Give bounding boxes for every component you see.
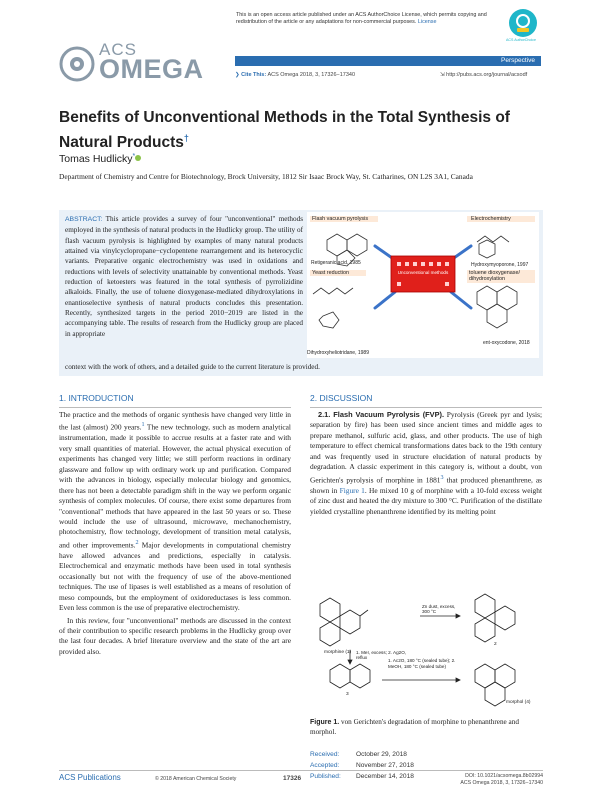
page-number: 17326 <box>283 775 302 782</box>
doi-link[interactable]: DOI: 10.1021/acsomega.8b02994 <box>465 773 543 779</box>
author-name[interactable]: Tomas Hudlicky <box>59 153 133 165</box>
intro-paragraph-1: The practice and the methods of organic synthesis have changed very little in the last (almost) 200 years.$^1$ The new technology, such as modern analytical instrumentation, made it possible to accrue results at a faster rate and with very small quantities of material. However, the actual physical execution of experiments has changed very little; we still perform reactions in ordinary glassware and follow up with ordinary work up and purification. Compared with the advances in biology, especially molecular biology and genomics, there has not been a detectable paradigm shift in the way we perform organic synthesis of complex molecules. Of course, there exist some departures from "conventional" methods that have appeared in the last 50 years or so. These would include the use of ultrasound, microwave, mechanochemistry, photochemistry, flow technology, development of transition metal catalysis, and other improvements.$^2$ Major developments in computational chemistry have allowed advances and predictions, especially in catalysis. Electrochemical and enzymatic methods have been used in total synthesis occasionally but not with the frequency of use of the above-mentioned techniques. The use of lipases is well established as a means of resolution of meso compounds, but the employment of oxidoreductases is less common. Even less common is the use of preparative electrochemistry. <box>59 410 291 613</box>
toc-caption-retigeranic: Retigeranic acid, 1985 <box>311 260 361 266</box>
acs-authorchoice-badge-icon <box>508 8 538 38</box>
cond-mei: 1. MeI, excess; 2. Ag2O, reflux <box>356 650 407 660</box>
toc-label-tdo: toluene dioxygenase/ dihydroxylation <box>469 270 520 283</box>
figure-1-link[interactable]: Figure 1 <box>339 485 365 495</box>
discussion-rule <box>310 407 542 408</box>
logo-acs-text: ACS <box>99 40 137 59</box>
intro-rule <box>59 407 291 408</box>
link-icon: ⇲ <box>440 72 445 78</box>
license-link[interactable]: License <box>417 19 437 25</box>
discussion-body <box>310 410 542 517</box>
label-phenanthrene: 2 <box>494 642 497 647</box>
intro-body <box>59 410 291 657</box>
discussion-heading: 2. DISCUSSION <box>310 393 373 403</box>
orcid-icon[interactable] <box>132 153 141 161</box>
title-footnote-mark[interactable]: † <box>183 133 189 143</box>
acs-publications-logo[interactable]: ACS Publications <box>59 773 121 782</box>
toc-caption-oxycodone: ent-oxycodone, 2018 <box>483 340 530 346</box>
badge-text: ACS AuthorChoice <box>506 38 536 42</box>
toc-label-center: Unconventional methods <box>397 270 449 275</box>
figure-1-caption: Figure 1. von Gerichten's degradation of morphine to phenanthrene and morphol. <box>310 718 519 736</box>
toc-graphic-svg <box>307 212 539 358</box>
toc-label-fvp: Flash vacuum pyrolysis <box>312 216 369 222</box>
copyright: © 2018 American Chemical Society <box>155 776 237 782</box>
omega-mark-icon <box>59 44 95 84</box>
abstract-box <box>59 210 543 376</box>
cond-zn: Zn dust, excess, 300 °C <box>422 604 456 614</box>
journal-url[interactable]: ⇲ http://pubs.acs.org/journal/acsodf <box>440 72 528 78</box>
ref-1[interactable]: 1 <box>141 422 145 429</box>
cite-icon: ❯ <box>235 72 240 78</box>
label-intermediate: 3 <box>346 692 349 697</box>
toc-caption-dihydroxy: Dihydroxyheliotridane, 1989 <box>307 350 369 356</box>
article-title: Benefits of Unconventional Methods in the Total Synthesis of Natural Products† <box>59 109 510 152</box>
author-line <box>59 153 141 165</box>
ref-2[interactable]: 2 <box>135 539 139 546</box>
label-morphine: morphine (1) <box>324 650 352 655</box>
cite-label: Cite This: <box>241 72 267 78</box>
cite-text[interactable]: ACS Omega 2018, 3, 17326−17340 <box>267 72 356 78</box>
corresponding-author-mark[interactable]: * <box>132 153 136 160</box>
open-access-note: This is an open access article published under an ACS AuthorChoice License, which permits copying and redistribution of the article or any adaptations for non-commercial purposes. License <box>236 12 487 25</box>
page-footer <box>59 770 543 784</box>
toc-graphic <box>307 212 539 358</box>
cond-ac2o: 1. Ac2O, 180 °C (sealed tube); 2. MeOH, 180 °C (sealed tube) <box>388 658 456 669</box>
received-date: Received: October 29, 2018 <box>310 751 407 758</box>
toc-label-electro: Electrochemistry <box>471 216 511 222</box>
intro-heading: 1. INTRODUCTION <box>59 393 134 403</box>
journal-ref: ACS Omega 2018, 3, 17326−17340 <box>460 779 543 785</box>
doi-block <box>460 773 543 785</box>
toc-label-yeast: Yeast reduction <box>312 270 349 276</box>
published-date: Published: December 14, 2018 <box>310 773 414 780</box>
section-tag-bar <box>235 56 541 66</box>
affiliation: Department of Chemistry and Centre for Biotechnology, Brock University, 1812 Sir Isaac Brock Way, St. Catharines, ON L2S 3A1, Canada <box>59 172 473 181</box>
discussion-paragraph-1: 2.1. Flash Vacuum Pyrolysis (FVP). Pyrolysis (Greek pyr and lysis; separation by fire) has been used since ancient times and middle ages to prepare methanol, sulfuric acid, glass, and other products. The use of high temperature to effect chemical transformations dates back to the 19th century and was frequently used in structure elucidation of natural products by degradation. A classic experiment in this category is, without a doubt, von Gerichten's pyrolysis of morphine in 1881$^3$ that produced phenanthrene, as shown in Figure 1. He mixed 10 g of morphine with a 10-fold excess weight of zinc dust and heated the dry mixture to 300 °C. Purification of the distillate yielded crystalline phenanthrene identified by its melting point <box>310 410 543 516</box>
toc-caption-hydroxy: Hydroxymyoporone, 1997 <box>471 262 529 268</box>
abstract-text: ABSTRACT: This article provides a survey of four "unconventional" methods employed in the synthesis of natural products in the Hudlicky group. The utility of flash vacuum pyrolysis is highlighted by examples of many natural products attained via vinylcyclopropane−cyclopentene rearrangement and its heterocyclic variants. Preparative organic electrochemistry was used in oxidations and reductions with levels of selectivity unattainable by conventional methods. Yeast reduction of ketoesters was featured in the total synthesis of pyrrolizidine alkaloids. Finally, the use of toluene dioxygenase-mediated dihydroxylations in enantioselective synthesis of natural products concludes this presentation. Recently, synthesized targets in the period 2010−2019 are listed in the accompanying table. The results of research from the Hudlicky group are placed in appropriate <box>65 215 303 338</box>
label-morphol: morphol (4) <box>506 700 531 705</box>
fvp-subheading: 2.1. Flash Vacuum Pyrolysis (FVP). <box>318 410 445 419</box>
intro-paragraph-2: In this review, four "unconventional" methods are discussed in the context of their contribution to specific research problems in the Hudlicky group over the last four decades. A brief literature overview and the state of the art are provided also. <box>59 615 291 656</box>
citation-line <box>235 72 355 78</box>
abstract-last-line: context with the work of others, and a detailed guide to the current literature is provided. <box>65 363 320 371</box>
accepted-date: Accepted: November 27, 2018 <box>310 762 414 769</box>
acs-omega-logo <box>59 40 219 92</box>
section-tag: Perspective <box>501 57 535 64</box>
ref-3[interactable]: 3 <box>440 474 444 481</box>
figure-1-label: Figure 1. <box>310 719 340 726</box>
figure-1-scheme <box>310 590 542 710</box>
logo-omega-text: OMEGA <box>99 54 204 84</box>
abstract-label: ABSTRACT: <box>65 216 103 223</box>
